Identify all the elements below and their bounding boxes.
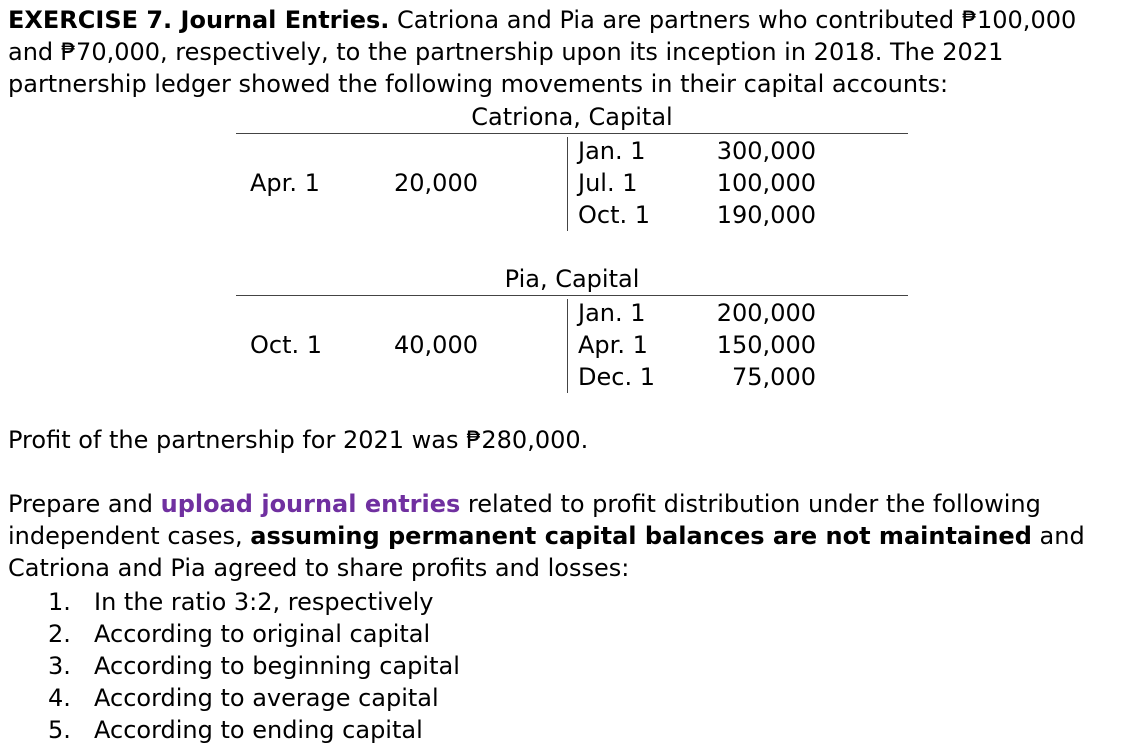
credit-amount: 150,000 [716, 331, 816, 359]
credit-date: Jan. 1 [578, 137, 646, 165]
t-account-divider [567, 137, 568, 231]
credit-amount: 75,000 [732, 363, 816, 391]
t-account-title: Catriona, Capital [471, 103, 673, 131]
t-account-divider [567, 299, 568, 393]
case-number: 4. [48, 684, 71, 712]
instructions-paragraph [8, 488, 1120, 584]
case-text: According to ending capital [94, 716, 423, 744]
list-item [48, 618, 460, 650]
debit-amount: 20,000 [394, 169, 478, 197]
debit-date: Apr. 1 [250, 169, 320, 197]
instructions-part3: and Catriona and Pia agreed to share profits and losses: [8, 522, 1085, 582]
case-number: 5. [48, 716, 71, 744]
instructions-highlight: upload journal entries [160, 490, 461, 518]
t-account-top-rule [236, 133, 908, 134]
instructions-part2: related to profit distribution under the following independent cases, [8, 490, 1041, 550]
debit-date: Oct. 1 [250, 331, 323, 359]
list-item [48, 586, 460, 618]
credit-date: Jan. 1 [578, 299, 646, 327]
t-account-top-rule [236, 295, 908, 296]
credit-date: Dec. 1 [578, 363, 655, 391]
credit-date: Apr. 1 [578, 331, 648, 359]
credit-date: Oct. 1 [578, 201, 651, 229]
credit-amount: 100,000 [716, 169, 816, 197]
t-account-title: Pia, Capital [504, 265, 640, 293]
profit-statement: Profit of the partnership for 2021 was ₱280,000. [8, 426, 589, 454]
list-item [48, 682, 460, 714]
credit-amount: 200,000 [716, 299, 816, 327]
credit-amount: 190,000 [716, 201, 816, 229]
case-text: According to average capital [94, 684, 439, 712]
credit-amount: 300,000 [716, 137, 816, 165]
exercise-heading: EXERCISE 7. Journal Entries. [8, 6, 390, 34]
instructions-bold: assuming permanent capital balances are not maintained [250, 522, 1032, 550]
list-item [48, 714, 460, 746]
case-number: 3. [48, 652, 71, 680]
instructions-part1: Prepare and [8, 490, 161, 518]
case-text: In the ratio 3:2, respectively [94, 588, 434, 616]
case-number: 2. [48, 620, 71, 648]
case-number: 1. [48, 588, 71, 616]
case-list [48, 586, 460, 746]
exercise-intro [8, 4, 1120, 100]
case-text: According to original capital [94, 620, 431, 648]
debit-amount: 40,000 [394, 331, 478, 359]
case-text: According to beginning capital [94, 652, 460, 680]
intro-text: Catriona and Pia are partners who contributed ₱100,000 and ₱70,000, respectively, to the partnership upon its inception in 2018. The 2021 partnership ledger showed the following movements in their capital accounts: [8, 6, 1077, 98]
credit-date: Jul. 1 [578, 169, 638, 197]
list-item [48, 650, 460, 682]
